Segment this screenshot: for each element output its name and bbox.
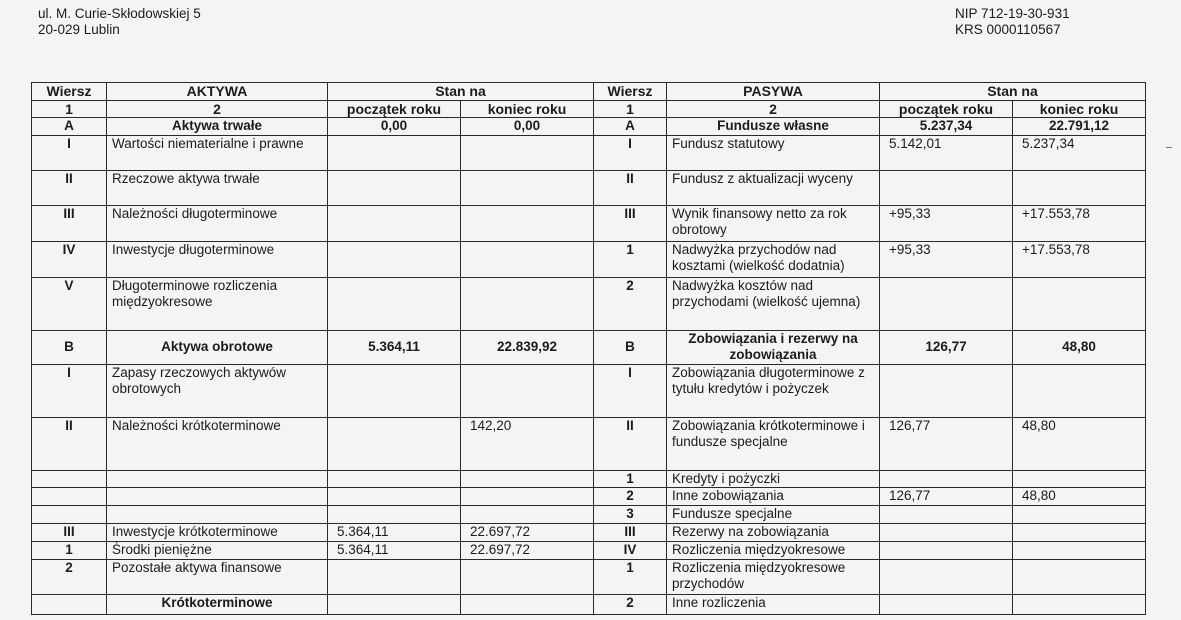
col-start-assets: początek roku bbox=[328, 100, 461, 118]
liabilities-start-value: +95,33 bbox=[880, 205, 1013, 241]
liabilities-start-value bbox=[880, 506, 1013, 524]
liabilities-start-value bbox=[880, 364, 1013, 417]
assets-row-number: III bbox=[32, 523, 107, 541]
table-row bbox=[32, 523, 1146, 541]
liabilities-row-number: 2 bbox=[594, 594, 667, 614]
assets-item-label: Długoterminowe rozliczenia międzyokresowe bbox=[107, 277, 328, 330]
assets-end-value bbox=[461, 594, 594, 614]
liabilities-start-value: 126,77 bbox=[880, 488, 1013, 506]
col-state-assets: Stan na bbox=[328, 83, 594, 101]
liabilities-start-value bbox=[880, 170, 1013, 205]
liabilities-start-value bbox=[880, 470, 1013, 488]
liabilities-item-label: Rezerwy na zobowiązania bbox=[667, 523, 880, 541]
liabilities-item-label: Zobowiązania długoterminowe z tytułu kredytów i pożyczek bbox=[667, 364, 880, 417]
assets-start-value bbox=[328, 470, 461, 488]
liabilities-row-number: 1 bbox=[594, 470, 667, 488]
liabilities-end-value bbox=[1013, 541, 1146, 559]
liabilities-start-value: 5.142,01 bbox=[880, 135, 1013, 170]
liabilities-item-label: Zobowiązania krótkoterminowe i fundusze specjalne bbox=[667, 417, 880, 470]
liabilities-start-value: 5.237,34 bbox=[880, 118, 1013, 136]
col-idx-1: 1 bbox=[32, 100, 107, 118]
assets-row-number: 2 bbox=[32, 559, 107, 594]
liabilities-row-number: II bbox=[594, 417, 667, 470]
assets-end-value: 22.839,92 bbox=[461, 330, 594, 364]
assets-end-value bbox=[461, 135, 594, 170]
header-row-1 bbox=[32, 83, 1146, 101]
assets-row-number bbox=[32, 594, 107, 614]
liabilities-start-value bbox=[880, 559, 1013, 594]
assets-end-value bbox=[461, 241, 594, 277]
liabilities-row-number: B bbox=[594, 330, 667, 364]
street-address: ul. M. Curie-Skłodowskiej 5 bbox=[38, 6, 201, 21]
header-row-2 bbox=[32, 100, 1146, 118]
assets-end-value bbox=[461, 488, 594, 506]
col-row-no-assets: Wiersz bbox=[32, 83, 107, 101]
liabilities-item-label: Fundusz z aktualizacji wyceny bbox=[667, 170, 880, 205]
liabilities-item-label: Wynik finansowy netto za rok obrotowy bbox=[667, 205, 880, 241]
assets-row-number: 1 bbox=[32, 541, 107, 559]
col-start-liabilities: początek roku bbox=[880, 100, 1013, 118]
nip-number: NIP 712-19-30-931 bbox=[955, 6, 1070, 21]
col-idx-1: 1 bbox=[594, 100, 667, 118]
liabilities-end-value: 48,80 bbox=[1013, 488, 1146, 506]
table-row bbox=[32, 205, 1146, 241]
col-end-liabilities: koniec roku bbox=[1013, 100, 1146, 118]
liabilities-end-value bbox=[1013, 594, 1146, 614]
liabilities-end-value: 5.237,34 bbox=[1013, 135, 1146, 170]
liabilities-end-value bbox=[1013, 506, 1146, 524]
table-row bbox=[32, 330, 1146, 364]
krs-number: KRS 0000110567 bbox=[955, 22, 1061, 37]
assets-item-label: Należności długoterminowe bbox=[107, 205, 328, 241]
liabilities-end-value bbox=[1013, 170, 1146, 205]
table-row bbox=[32, 417, 1146, 470]
assets-row-number: II bbox=[32, 417, 107, 470]
assets-end-value bbox=[461, 277, 594, 330]
liabilities-start-value bbox=[880, 541, 1013, 559]
assets-start-value bbox=[328, 417, 461, 470]
liabilities-end-value: 48,80 bbox=[1013, 417, 1146, 470]
assets-row-number: II bbox=[32, 170, 107, 205]
liabilities-end-value: +17.553,78 bbox=[1013, 205, 1146, 241]
liabilities-end-value: 48,80 bbox=[1013, 330, 1146, 364]
col-liabilities: PASYWA bbox=[667, 83, 880, 101]
col-state-liabilities: Stan na bbox=[880, 83, 1146, 101]
assets-start-value: 5.364,11 bbox=[328, 330, 461, 364]
assets-row-number: V bbox=[32, 277, 107, 330]
table-row bbox=[32, 594, 1146, 614]
liabilities-item-label: Rozliczenia międzyokresowe przychodów bbox=[667, 559, 880, 594]
liabilities-start-value bbox=[880, 277, 1013, 330]
assets-start-value bbox=[328, 170, 461, 205]
liabilities-end-value bbox=[1013, 277, 1146, 330]
assets-row-number: IV bbox=[32, 241, 107, 277]
table-row bbox=[32, 470, 1146, 488]
assets-item-label bbox=[107, 470, 328, 488]
assets-start-value bbox=[328, 488, 461, 506]
liabilities-item-label: Nadwyżka przychodów nad kosztami (wielkość dodatnia) bbox=[667, 241, 880, 277]
liabilities-row-number: 3 bbox=[594, 506, 667, 524]
assets-item-label: Pozostałe aktywa finansowe bbox=[107, 559, 328, 594]
table-row bbox=[32, 506, 1146, 524]
liabilities-row-number: I bbox=[594, 364, 667, 417]
postal-city: 20-029 Lublin bbox=[38, 22, 120, 37]
liabilities-item-label: Inne rozliczenia bbox=[667, 594, 880, 614]
assets-end-value: 0,00 bbox=[461, 118, 594, 136]
col-end-assets: koniec roku bbox=[461, 100, 594, 118]
assets-start-value: 0,00 bbox=[328, 118, 461, 136]
assets-end-value bbox=[461, 205, 594, 241]
col-row-no-liabilities: Wiersz bbox=[594, 83, 667, 101]
assets-start-value: 5.364,11 bbox=[328, 541, 461, 559]
liabilities-start-value bbox=[880, 523, 1013, 541]
table-row bbox=[32, 241, 1146, 277]
assets-item-label bbox=[107, 506, 328, 524]
assets-start-value bbox=[328, 205, 461, 241]
liabilities-row-number: 2 bbox=[594, 488, 667, 506]
table-row bbox=[32, 488, 1146, 506]
liabilities-row-number: A bbox=[594, 118, 667, 136]
assets-item-label: Aktywa trwałe bbox=[107, 118, 328, 136]
assets-end-value: 22.697,72 bbox=[461, 541, 594, 559]
assets-row-number: B bbox=[32, 330, 107, 364]
table-row bbox=[32, 118, 1146, 136]
assets-row-number: A bbox=[32, 118, 107, 136]
assets-start-value bbox=[328, 506, 461, 524]
table-row bbox=[32, 559, 1146, 594]
liabilities-item-label: Fundusz statutowy bbox=[667, 135, 880, 170]
assets-start-value bbox=[328, 559, 461, 594]
assets-item-label: Środki pieniężne bbox=[107, 541, 328, 559]
liabilities-end-value bbox=[1013, 470, 1146, 488]
liabilities-end-value bbox=[1013, 559, 1146, 594]
assets-item-label: Wartości niematerialne i prawne bbox=[107, 135, 328, 170]
assets-row-number: I bbox=[32, 364, 107, 417]
assets-item-label: Inwestycje krótkoterminowe bbox=[107, 523, 328, 541]
assets-start-value bbox=[328, 277, 461, 330]
organization-registry bbox=[955, 0, 1070, 38]
assets-start-value bbox=[328, 135, 461, 170]
liabilities-start-value: 126,77 bbox=[880, 330, 1013, 364]
assets-item-label bbox=[107, 488, 328, 506]
liabilities-item-label: Nadwyżka kosztów nad przychodami (wielkość ujemna) bbox=[667, 277, 880, 330]
assets-start-value: 5.364,11 bbox=[328, 523, 461, 541]
liabilities-row-number: II bbox=[594, 170, 667, 205]
liabilities-end-value: 22.791,12 bbox=[1013, 118, 1146, 136]
assets-end-value bbox=[461, 170, 594, 205]
organization-address bbox=[38, 0, 201, 38]
balance-sheet-table bbox=[31, 82, 1146, 615]
liabilities-item-label: Kredyty i pożyczki bbox=[667, 470, 880, 488]
liabilities-row-number: I bbox=[594, 135, 667, 170]
scan-mark bbox=[1166, 147, 1172, 148]
assets-end-value bbox=[461, 470, 594, 488]
liabilities-end-value bbox=[1013, 364, 1146, 417]
assets-start-value bbox=[328, 241, 461, 277]
liabilities-start-value bbox=[880, 594, 1013, 614]
assets-row-number: III bbox=[32, 205, 107, 241]
liabilities-item-label: Fundusze specjalne bbox=[667, 506, 880, 524]
assets-item-label: Rzeczowe aktywa trwałe bbox=[107, 170, 328, 205]
liabilities-item-label: Fundusze własne bbox=[667, 118, 880, 136]
liabilities-row-number: III bbox=[594, 523, 667, 541]
col-idx-2: 2 bbox=[107, 100, 328, 118]
assets-end-value bbox=[461, 559, 594, 594]
assets-row-number bbox=[32, 488, 107, 506]
liabilities-end-value bbox=[1013, 523, 1146, 541]
col-idx-2: 2 bbox=[667, 100, 880, 118]
table-row bbox=[32, 277, 1146, 330]
assets-row-number bbox=[32, 506, 107, 524]
liabilities-start-value: +95,33 bbox=[880, 241, 1013, 277]
liabilities-item-label: Rozliczenia międzyokresowe bbox=[667, 541, 880, 559]
assets-end-value: 142,20 bbox=[461, 417, 594, 470]
assets-start-value bbox=[328, 364, 461, 417]
table-row bbox=[32, 541, 1146, 559]
liabilities-start-value: 126,77 bbox=[880, 417, 1013, 470]
assets-item-label: Inwestycje długoterminowe bbox=[107, 241, 328, 277]
table-row bbox=[32, 170, 1146, 205]
assets-end-value bbox=[461, 506, 594, 524]
assets-item-label: Zapasy rzeczowych aktywów obrotowych bbox=[107, 364, 328, 417]
assets-item-label: Krótkoterminowe bbox=[107, 594, 328, 614]
liabilities-row-number: IV bbox=[594, 541, 667, 559]
assets-row-number bbox=[32, 470, 107, 488]
liabilities-row-number: 1 bbox=[594, 559, 667, 594]
liabilities-item-label: Zobowiązania i rezerwy na zobowiązania bbox=[667, 330, 880, 364]
assets-end-value bbox=[461, 364, 594, 417]
liabilities-row-number: 2 bbox=[594, 277, 667, 330]
table-row bbox=[32, 135, 1146, 170]
table-row bbox=[32, 364, 1146, 417]
assets-end-value: 22.697,72 bbox=[461, 523, 594, 541]
assets-row-number: I bbox=[32, 135, 107, 170]
liabilities-end-value: +17.553,78 bbox=[1013, 241, 1146, 277]
liabilities-row-number: 1 bbox=[594, 241, 667, 277]
liabilities-item-label: Inne zobowiązania bbox=[667, 488, 880, 506]
assets-item-label: Aktywa obrotowe bbox=[107, 330, 328, 364]
col-assets: AKTYWA bbox=[107, 83, 328, 101]
assets-item-label: Należności krótkoterminowe bbox=[107, 417, 328, 470]
liabilities-row-number: III bbox=[594, 205, 667, 241]
assets-start-value bbox=[328, 594, 461, 614]
